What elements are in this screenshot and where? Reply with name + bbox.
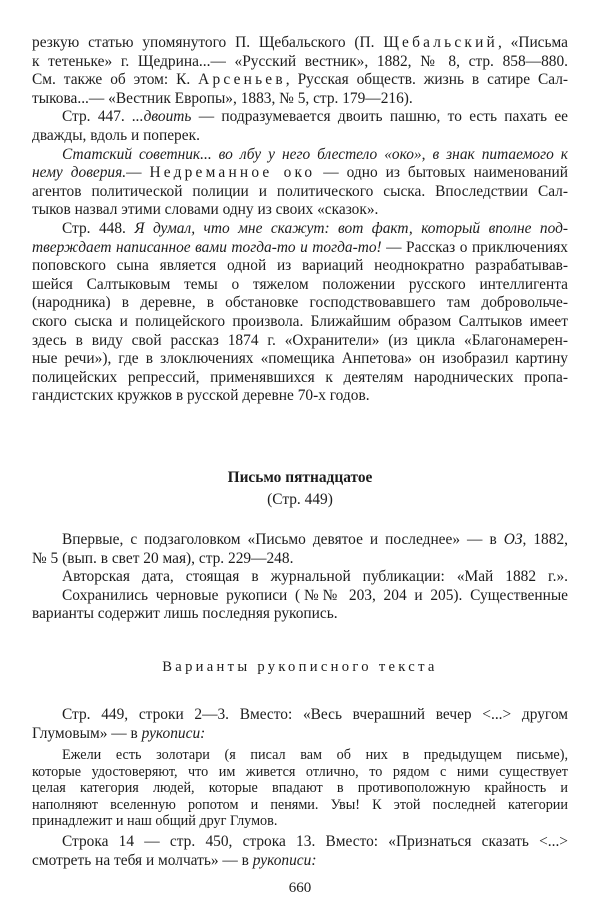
text-line	[32, 332, 568, 351]
italic-text: Я думал, что мне скажут: вот факт, который вполне под-	[134, 219, 569, 237]
spaced-text: Щебальский	[383, 34, 498, 51]
text-line	[32, 764, 568, 781]
text-segment: Строка 14 — стр. 450, строка 13. Вместо: «Признаться сказать <...>	[62, 833, 568, 850]
text-segment: (Стр. 449)	[267, 491, 333, 508]
text-line	[32, 852, 568, 871]
text-segment: ского сыска и полицейского произвола. Ближайшим образом Салтыков имеет	[32, 312, 568, 330]
text-line	[32, 605, 568, 624]
text-line	[32, 220, 568, 239]
text-line	[32, 587, 568, 606]
text-line	[32, 658, 568, 677]
variant-1-text	[32, 747, 568, 830]
text-line	[32, 34, 568, 53]
text-segment: тыкова...— «Вестник Европы», 1883, № 5, стр. 179—216).	[32, 89, 413, 107]
text-segment: гандистских кружков в русской деревне 70-х годов.	[32, 387, 370, 405]
text-line	[32, 313, 568, 332]
text-segment: , Русская обществ. жизнь в сатире Сал-	[285, 71, 569, 89]
italic-text: тверждает написанное вами тогда-то и тогда-то!	[32, 238, 382, 256]
text-line	[32, 276, 568, 295]
text-segment: резкую статью упомянутого П. Щебальского (П.	[32, 34, 384, 51]
text-line	[32, 71, 568, 90]
text-segment: поповского сына является одной из вариаций неоднократно разрабатывав-	[32, 257, 568, 275]
text-line	[32, 294, 568, 313]
text-segment: (народника) в деревне, в обстановке господствовавшего там добровольче-	[32, 294, 568, 312]
text-segment: полицейских репрессий, применявшихся к деятелям народнических пропа-	[32, 368, 568, 386]
text-segment: целая категория людей, которые впадают в противоположную крайность и	[32, 780, 568, 797]
text-line	[32, 780, 568, 797]
text-segment: смотреть на тебя и молчать» — в	[32, 851, 253, 869]
text-segment: Варианты рукописного текста	[162, 659, 438, 675]
text-segment: Стр. 449, строки 2—3. Вместо: «Весь вчерашний вечер <...> другом	[62, 706, 568, 723]
text-line	[32, 164, 568, 183]
text-line	[32, 489, 568, 511]
text-segment: Сохранились черновые рукописи (№№ 203, 204 и 205). Существенные	[62, 586, 568, 604]
text-segment: См. также об этом: К.	[32, 71, 199, 89]
spaced-text: Арсеньев	[198, 71, 286, 89]
text-segment: № 5 (вып. в свет 20 мая), стр. 229—248.	[32, 549, 294, 567]
italic-text: рукописи:	[252, 851, 317, 869]
publication-notes	[32, 531, 568, 624]
text-line	[32, 387, 568, 406]
text-segment: Стр. 447.	[62, 108, 133, 126]
text-line	[32, 90, 568, 109]
text-segment: — подразумевается двоить пашню, то есть пахать ее	[191, 108, 568, 126]
text-segment: Ежели есть золотари (я писал вам об них в предыдущем письме),	[62, 747, 568, 763]
text-segment: Стр. 448.	[62, 219, 135, 237]
commentary-letter-14-notes	[32, 34, 568, 406]
text-line	[32, 201, 568, 220]
variant-2-intro	[32, 833, 568, 870]
text-line	[32, 146, 568, 165]
text-segment: , 1882,	[522, 531, 568, 548]
text-line	[32, 467, 568, 489]
text-line	[32, 797, 568, 814]
text-segment: Авторская дата, стоящая в журнальной публикации: «Май 1882 г.».	[62, 568, 568, 586]
text-segment: принадлежит и наш общий друг Глумов.	[32, 813, 278, 830]
text-line	[32, 531, 568, 550]
italic-text: ...двоить	[132, 108, 192, 126]
text-line	[32, 257, 568, 276]
text-line	[32, 747, 568, 764]
text-segment: ные речи»), где в злоключениях «помещика Анпетова» он изобразил картину	[32, 350, 568, 368]
italic-text: ОЗ	[503, 531, 523, 548]
text-line	[32, 550, 568, 569]
text-line	[32, 568, 568, 587]
text-segment: , «Письма	[497, 34, 568, 51]
text-segment: варианты содержит лишь последняя рукопись.	[32, 605, 338, 623]
text-segment: дважды, вдоль и поперек.	[32, 126, 200, 144]
spaced-text: Недреманное око	[149, 164, 316, 182]
text-segment: агентов политической полиции и политического сыска. Впоследствии Сал-	[32, 182, 568, 200]
text-line	[32, 53, 568, 72]
text-line	[32, 725, 568, 744]
text-segment: тыков назвал этими словами одну из своих «сказок».	[32, 201, 379, 219]
text-segment: к тетеньке» г. Щедрина...— «Русский вестник», 1882, № 8, стр. 858—880.	[32, 52, 568, 70]
text-line	[32, 813, 568, 830]
text-segment: Глумовым» — в	[32, 724, 142, 742]
section-heading	[32, 467, 568, 511]
text-segment: —	[126, 164, 150, 182]
text-line	[32, 239, 568, 258]
text-line	[32, 108, 568, 127]
text-line	[32, 127, 568, 146]
text-segment: которые удостоверяют, что им живется отлично, то рядом с ними существует	[32, 763, 568, 780]
italic-text: рукописи:	[141, 724, 206, 742]
variant-1-intro	[32, 706, 568, 743]
text-line	[32, 350, 568, 369]
text-segment: — одно из бытовых наименований	[315, 164, 569, 182]
text-segment: шейся Салтыковым темы о тяжелом положении русского интеллигента	[32, 275, 568, 293]
bold-text: Письмо пятнадцатое	[227, 469, 373, 486]
text-line	[32, 706, 568, 725]
text-segment: Впервые, с подзаголовком «Письмо девятое и последнее» — в	[62, 531, 504, 548]
italic-text: Статский советник... во лбу у него блестело «око», в знак питаемого к	[62, 145, 568, 163]
text-line	[32, 369, 568, 388]
text-segment: здесь в виду свой рассказ 1874 г. «Охранители» (из цикла «Благонамерен-	[32, 331, 568, 349]
italic-text: нему доверия.	[32, 164, 127, 182]
text-line	[32, 183, 568, 202]
page-number: 660	[288, 880, 312, 896]
text-segment: — Рассказ о приключениях	[381, 238, 568, 256]
variants-heading	[32, 658, 568, 677]
text-segment: наполняют вселенную ропотом и пенями. Увы! К этой последней категории	[32, 796, 568, 813]
text-line	[32, 833, 568, 852]
